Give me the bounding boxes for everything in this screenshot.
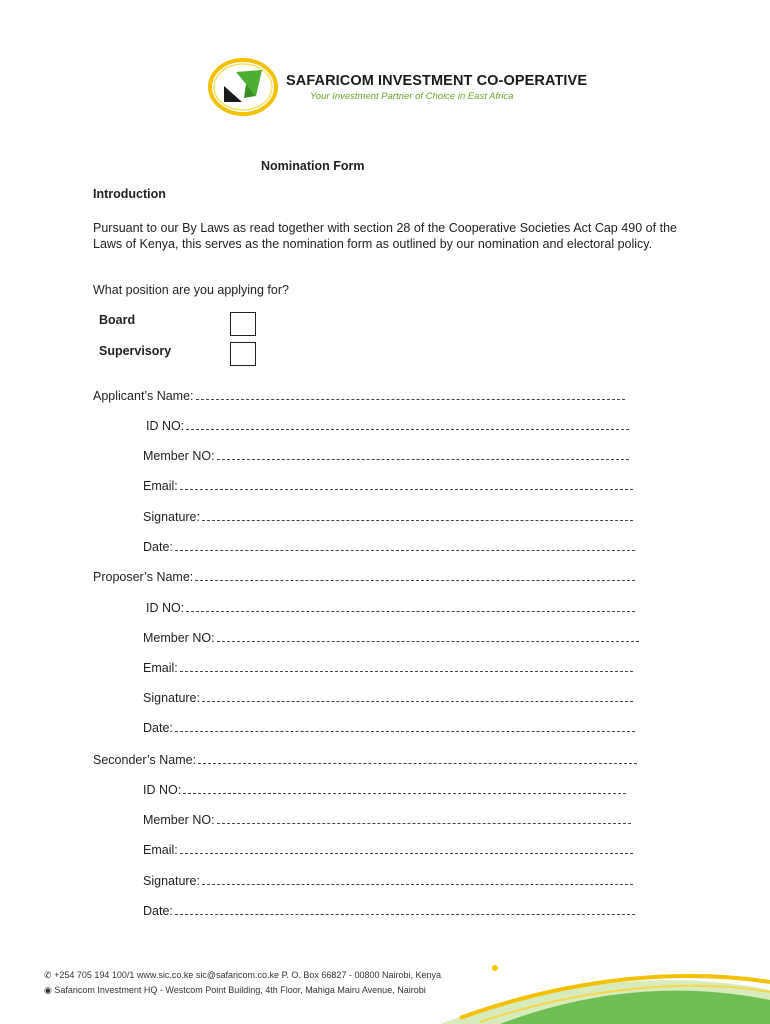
applicant-member-label: Member NO: [143, 449, 215, 463]
proposer-email-field[interactable] [180, 663, 633, 672]
org-name: SAFARICOM INVESTMENT CO-OPERATIVE [286, 73, 588, 89]
applicant-date-field[interactable] [175, 542, 635, 551]
proposer-signature-row [143, 691, 633, 705]
seconder-date-row [143, 904, 635, 918]
org-tagline: Your Investment Partner of Choice in East Africa [310, 91, 514, 102]
proposer-id-field[interactable] [186, 603, 635, 612]
seconder-signature-label: Signature: [143, 874, 200, 888]
supervisory-checkbox[interactable] [230, 342, 256, 366]
seconder-email-row [143, 843, 633, 857]
applicant-date-row [143, 540, 635, 554]
proposer-name-label: Proposer’s Name: [93, 570, 194, 584]
applicant-name-field[interactable] [196, 391, 625, 400]
form-title: Nomination Form [261, 159, 365, 173]
footer-address-line [44, 985, 426, 996]
seconder-id-row [143, 783, 626, 797]
proposer-id-row [146, 601, 635, 615]
applicant-email-field[interactable] [180, 481, 633, 490]
position-question: What position are you applying for? [93, 283, 289, 297]
proposer-name-row [93, 570, 635, 584]
proposer-member-field[interactable] [217, 633, 639, 642]
proposer-signature-field[interactable] [202, 693, 633, 702]
seconder-name-field[interactable] [198, 755, 637, 764]
applicant-signature-field[interactable] [202, 512, 633, 521]
seconder-date-field[interactable] [175, 906, 635, 915]
intro-heading: Introduction [93, 187, 166, 201]
seconder-member-field[interactable] [217, 815, 631, 824]
board-checkbox[interactable] [230, 312, 256, 336]
seconder-signature-row [143, 874, 633, 888]
applicant-member-field[interactable] [217, 451, 629, 460]
seconder-name-row [93, 753, 637, 767]
applicant-date-label: Date: [143, 540, 173, 554]
applicant-signature-row [143, 510, 633, 524]
applicant-id-label: ID NO: [146, 419, 185, 433]
applicant-id-row [146, 419, 629, 433]
footer-swoosh-graphic [440, 960, 770, 1024]
seconder-id-label: ID NO: [143, 783, 182, 797]
footer-contact-line [44, 970, 441, 981]
proposer-name-field[interactable] [195, 572, 635, 581]
seconder-member-label: Member NO: [143, 813, 215, 827]
option-supervisory-label: Supervisory [99, 344, 172, 358]
location-icon: ◉ [44, 985, 52, 995]
proposer-member-label: Member NO: [143, 631, 215, 645]
seconder-member-row [143, 813, 631, 827]
proposer-date-field[interactable] [175, 723, 635, 732]
applicant-id-field[interactable] [186, 421, 629, 430]
phone-icon: ✆ [44, 970, 52, 980]
option-board-label: Board [99, 313, 136, 327]
applicant-signature-label: Signature: [143, 510, 200, 524]
proposer-email-row [143, 661, 633, 675]
applicant-name-row [93, 389, 625, 403]
seconder-name-label: Seconder’s Name: [93, 753, 197, 767]
footer-line1: +254 705 194 100/1 www.sic.co.ke sic@safaricom.co.ke P. O. Box 66827 - 00800 Nairobi, Kenya [54, 970, 442, 980]
intro-text: Pursuant to our By Laws as read together with section 28 of the Cooperative Societies Act Cap 490 of the Laws of Kenya, this serves as the nomination form as outlined by our nomination and electoral policy. [93, 221, 677, 251]
proposer-member-row [143, 631, 639, 645]
applicant-email-label: Email: [143, 479, 178, 493]
proposer-id-label: ID NO: [146, 601, 185, 615]
footer-line2: Safaricom Investment HQ - Westcom Point Building, 4th Floor, Mahiga Mairu Avenue, Nairobi [54, 985, 426, 995]
proposer-date-label: Date: [143, 721, 173, 735]
applicant-name-label: Applicant’s Name: [93, 389, 194, 403]
proposer-date-row [143, 721, 635, 735]
applicant-email-row [143, 479, 633, 493]
proposer-email-label: Email: [143, 661, 178, 675]
proposer-signature-label: Signature: [143, 691, 200, 705]
sic-logo-icon [206, 56, 280, 118]
seconder-email-field[interactable] [180, 845, 633, 854]
seconder-date-label: Date: [143, 904, 173, 918]
seconder-id-field[interactable] [183, 785, 626, 794]
seconder-email-label: Email: [143, 843, 178, 857]
seconder-signature-field[interactable] [202, 876, 633, 885]
applicant-member-row [143, 449, 629, 463]
